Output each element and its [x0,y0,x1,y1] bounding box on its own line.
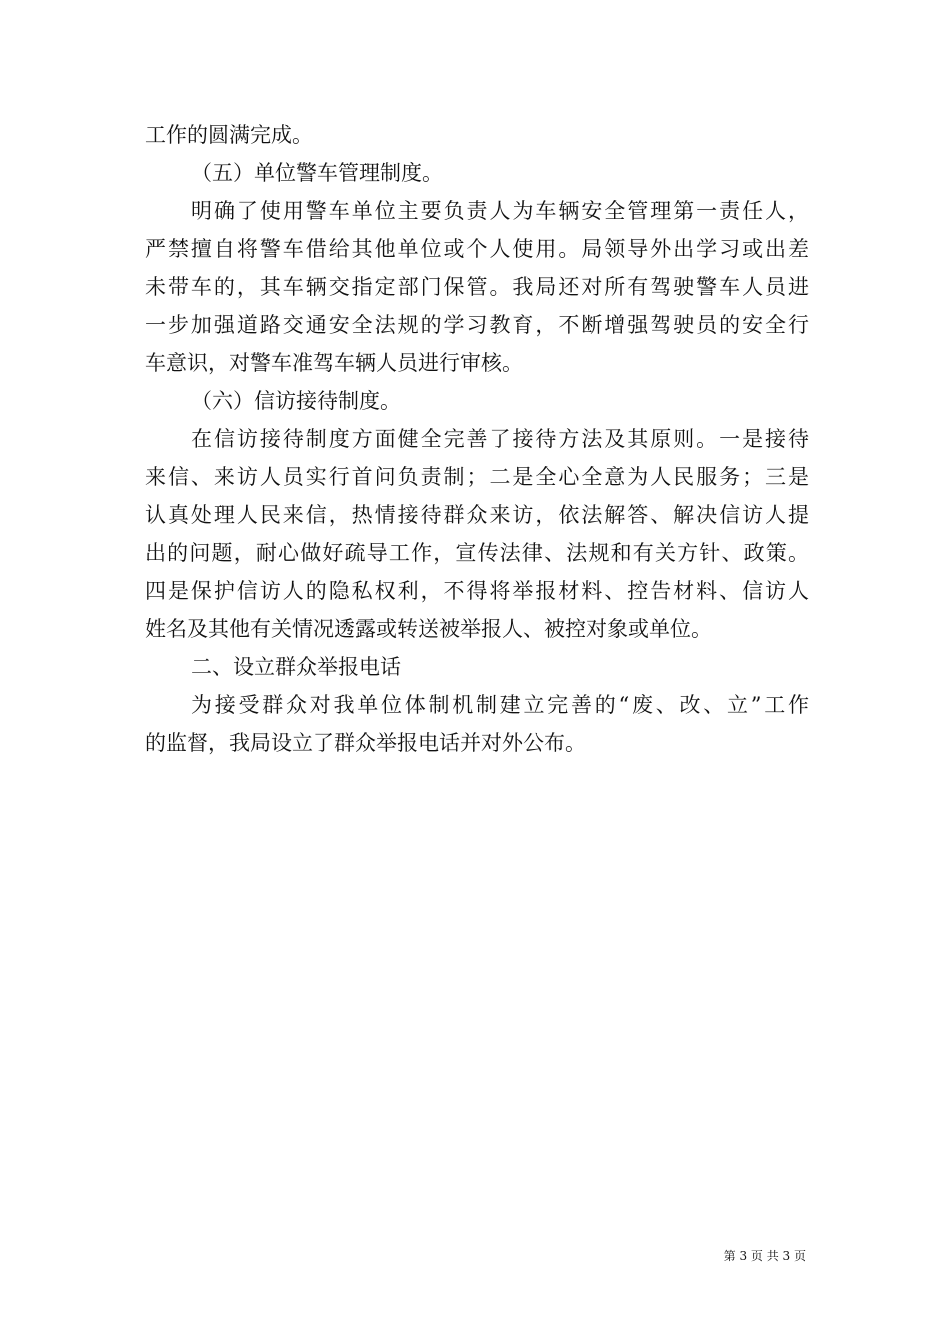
section-heading: （六）信访接待制度。 [191,389,401,413]
text-line: 的监督，我局设立了群众举报电话并对外公布。 [145,731,586,755]
text-line: 来信、来访人员实行首问负责制；二是全心全意为人民服务；三是 [145,465,809,489]
text-line: 严禁擅自将警车借给其他单位或个人使用。局领导外出学习或出差 [145,237,809,261]
text-line: 认真处理人民来信，热情接待群众来访，依法解答、解决信访人提 [145,503,809,527]
section-heading: （五）单位警车管理制度。 [191,161,443,185]
text-line: 出的问题，耐心做好疏导工作，宣传法律、法规和有关方针、政策。 [145,541,809,565]
document-body [145,116,809,762]
text-line: 明确了使用警车单位主要负责人为车辆安全管理第一责任人， [191,199,809,223]
text-line: 未带车的，其车辆交指定部门保管。我局还对所有驾驶警车人员进 [145,275,809,299]
text-line: 四是保护信访人的隐私权利，不得将举报材料、控告材料、信访人 [145,579,809,603]
text-line: 一步加强道路交通安全法规的学习教育，不断增强驾驶员的安全行 [145,313,809,337]
text-line: 车意识，对警车准驾车辆人员进行审核。 [145,351,523,375]
section-heading: 二、设立群众举报电话 [191,655,401,679]
text-line: 在信访接待制度方面健全完善了接待方法及其原则。一是接待 [191,427,809,451]
text-line: 工作的圆满完成。 [145,123,313,147]
page-number: 第 3 页 共 3 页 [723,1249,806,1263]
text-line: 姓名及其他有关情况透露或转送被举报人、被控对象或单位。 [145,617,712,641]
text-line: 为接受群众对我单位体制机制建立完善的“废、改、立”工作 [191,693,809,717]
